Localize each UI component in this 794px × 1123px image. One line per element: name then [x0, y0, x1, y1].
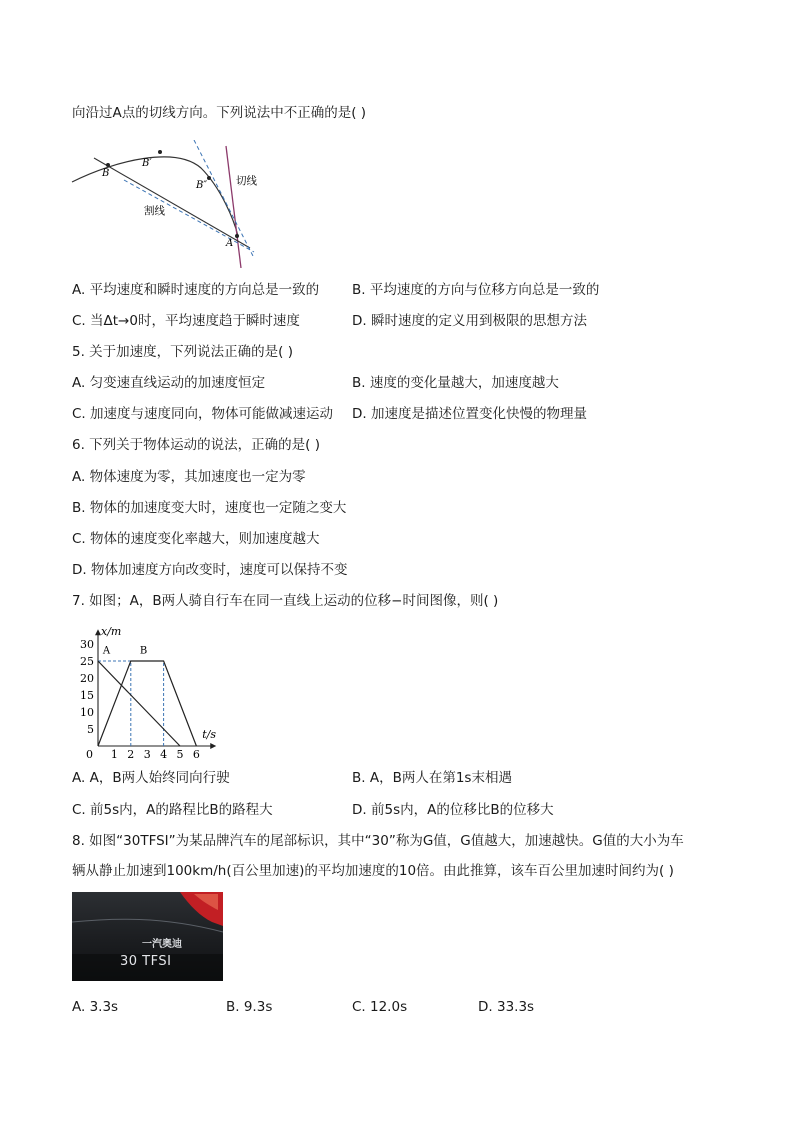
y-tick-label: 15	[80, 689, 94, 702]
q5-option-c: C. 加速度与速度同向，物体可能做减速运动	[72, 406, 334, 422]
q8-option-c: C. 12.0s	[352, 999, 408, 1015]
x-tick-label: 2	[127, 748, 135, 760]
q7-option-b: B. A，B两人在第1s末相遇	[352, 770, 512, 786]
q6-stem: 6. 下列关于物体运动的说法，正确的是( )	[72, 437, 320, 453]
x-axis-arrow	[210, 743, 216, 749]
q7-stem: 7. 如图；A，B两人骑自行车在同一直线上运动的位移−时间图像，则( )	[72, 593, 499, 609]
q6-option-b: B. 物体的加速度变大时，速度也一定随之变大	[72, 500, 347, 516]
point-a	[235, 234, 239, 238]
q6-option-d: D. 物体加速度方向改变时，速度可以保持不变	[72, 562, 348, 578]
point-b1	[158, 150, 162, 154]
x-tick-label: 4	[160, 748, 168, 760]
q5-option-d: D. 加速度是描述位置变化快慢的物理量	[352, 406, 587, 422]
q8-stem-line2: 辆从静止加速到100km/h(百公里加速)的平均加速度的10倍。由此推算，该车百公里加速时间约为( )	[72, 863, 674, 879]
label-secant: 割线	[144, 205, 165, 217]
x-tick-label: 0	[86, 748, 93, 760]
secant-b2-line	[194, 140, 253, 256]
label-tangent: 切线	[236, 175, 257, 187]
y-axis-label: x/m	[101, 625, 122, 639]
q7-option-a: A. A，B两人始终同向行驶	[72, 770, 230, 786]
y-tick-label: 5	[87, 723, 94, 736]
y-tick-label: 25	[80, 655, 94, 668]
q4-option-d: D. 瞬时速度的定义用到极限的思想方法	[352, 313, 587, 329]
label-b2: B″	[196, 180, 208, 191]
y-tick-label: 10	[80, 706, 94, 719]
q5-option-a: A. 匀变速直线运动的加速度恒定	[72, 375, 266, 391]
q5-option-b: B. 速度的变化量越大，加速度越大	[352, 375, 559, 391]
badge-model: 30 TFSI	[120, 954, 172, 969]
q8-option-a: A. 3.3s	[72, 999, 119, 1015]
body-crease	[72, 919, 223, 932]
q8-option-b: B. 9.3s	[226, 999, 273, 1015]
curve-path	[72, 157, 238, 236]
label-a: A	[226, 238, 234, 249]
q5-stem: 5. 关于加速度，下列说法正确的是( )	[72, 344, 293, 360]
x-tick-label: 1	[110, 748, 118, 760]
car-photo-drawing	[72, 892, 223, 981]
badge-brand: 一汽奥迪	[142, 939, 182, 950]
label-b1: B′	[142, 158, 152, 169]
point-b2	[207, 176, 211, 180]
series-line-b	[98, 661, 196, 746]
series-line-a	[98, 661, 180, 746]
q7-option-d: D. 前5s内，A的位移比B的位移大	[352, 802, 554, 818]
y-tick-label: 30	[80, 638, 94, 651]
x-axis-label: t/s	[202, 728, 217, 741]
q7-option-c: C. 前5s内，A的路程比B的路程大	[72, 802, 273, 818]
q4-option-c: C. 当Δt→0时，平均速度趋于瞬时速度	[72, 313, 300, 329]
car-rear-photo	[72, 892, 223, 981]
tangent-line	[226, 146, 241, 268]
y-tick-label: 20	[80, 672, 94, 685]
point-b	[106, 163, 110, 167]
q4-option-b: B. 平均速度的方向与位移方向总是一致的	[352, 282, 600, 298]
x-tick-label: 3	[143, 748, 151, 760]
q6-option-a: A. 物体速度为零，其加速度也一定为零	[72, 469, 306, 485]
x-tick-label: 6	[192, 748, 200, 760]
x-tick-label: 5	[176, 748, 184, 760]
xt-chart	[74, 620, 234, 760]
q8-stem-line1: 8. 如图“30TFSI”为某品牌汽车的尾部标识，其中“30”称为G值，G值越大，加速越快。G值的大小为车	[72, 833, 684, 849]
q8-option-d: D. 33.3s	[478, 999, 535, 1015]
q4-option-a: A. 平均速度和瞬时速度的方向总是一致的	[72, 282, 320, 298]
tangent-secant-figure	[66, 140, 276, 268]
q4-stem: 向沿过A点的切线方向。下列说法中不正确的是( )	[72, 105, 367, 121]
series-label-b: B	[139, 645, 148, 657]
label-b: B	[102, 168, 110, 179]
q6-option-c: C. 物体的速度变化率越大，则加速度越大	[72, 531, 320, 547]
series-label-a: A	[102, 645, 111, 657]
